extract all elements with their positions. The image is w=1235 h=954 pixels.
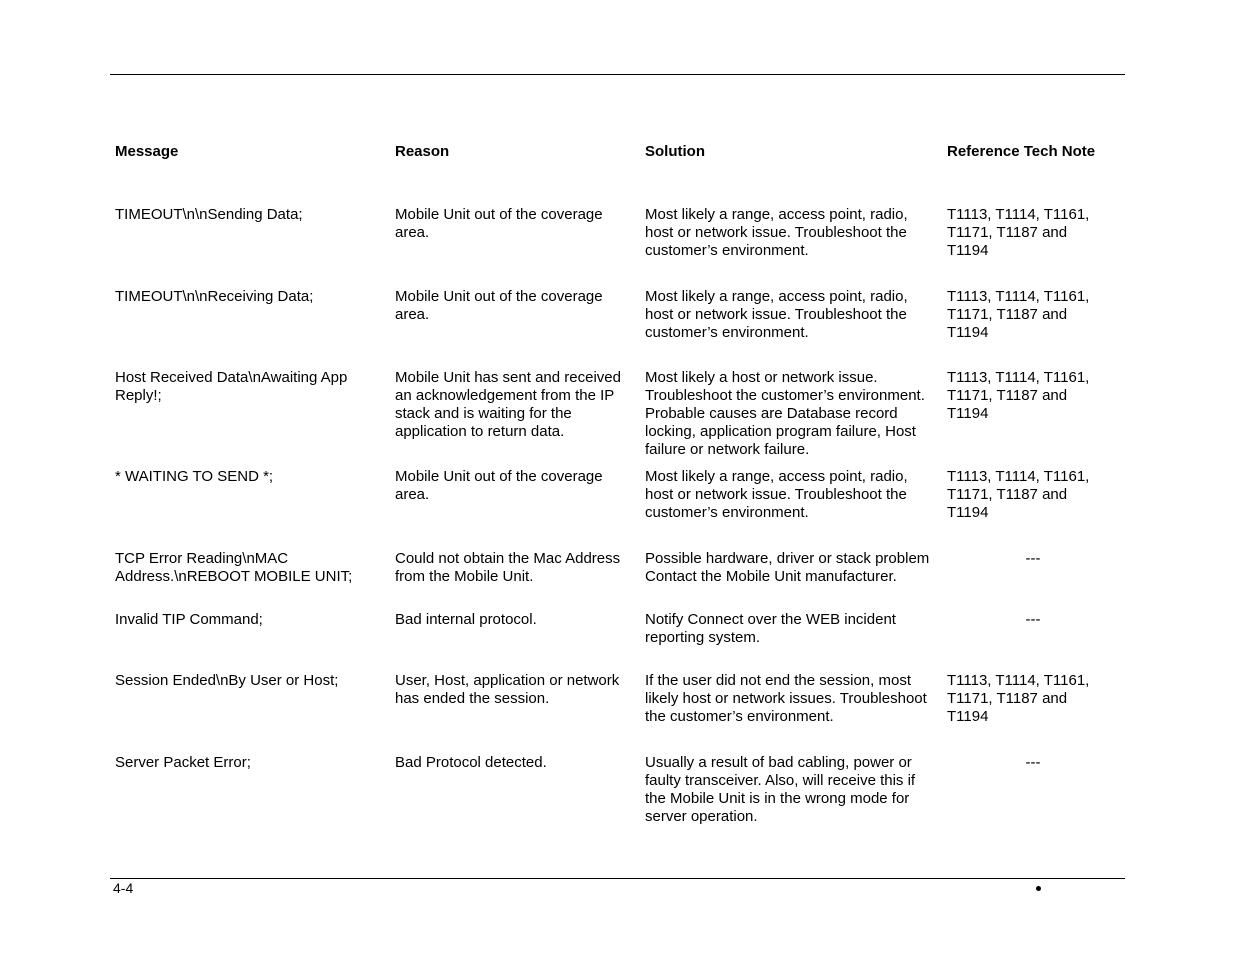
cell-text-line: Server Packet Error;	[115, 754, 251, 771]
cell-text-line: Session Ended\nBy User or Host;	[115, 672, 339, 689]
cell-text-line: Host Received Data\nAwaiting App	[115, 369, 348, 386]
reason-cell	[395, 288, 635, 324]
message-cell	[115, 468, 380, 486]
cell-text-line: the customer’s environment.	[645, 708, 834, 725]
header-message: Message	[115, 143, 179, 160]
cell-text-line: Mobile Unit out of the coverage	[395, 468, 603, 485]
message-cell	[115, 288, 380, 306]
cell-text-line: T1113, T1114, T1161,	[947, 672, 1090, 689]
cell-text-line: the Mobile Unit is in the wrong mode for	[645, 790, 910, 807]
footer-rule	[110, 878, 1125, 879]
cell-text-line: If the user did not end the session, most	[645, 672, 911, 689]
solution-cell	[645, 611, 943, 647]
header-reason: Reason	[395, 143, 450, 160]
cell-text-line: T1171, T1187 and	[947, 224, 1068, 241]
message-cell	[115, 672, 380, 690]
cell-text-line: locking, application program failure, Host	[645, 423, 916, 440]
cell-text-line: Contact the Mobile Unit manufacturer.	[645, 568, 897, 585]
header-reference-tech-note: Reference Tech Note	[947, 143, 1096, 160]
cell-text-line: host or network issue. Troubleshoot the	[645, 224, 907, 241]
reason-cell	[395, 206, 635, 242]
cell-text-line: Usually a result of bad cabling, power or	[645, 754, 912, 771]
cell-text-line: T1113, T1114, T1161,	[947, 369, 1090, 386]
cell-text-line: customer’s environment.	[645, 324, 809, 341]
reference-cell	[947, 611, 1119, 629]
cell-text-line: ---	[1025, 611, 1041, 628]
message-cell	[115, 550, 380, 586]
cell-text-line: customer’s environment.	[645, 242, 809, 259]
cell-text-line: T1171, T1187 and	[947, 387, 1068, 404]
reference-cell	[947, 550, 1119, 568]
bullet-icon	[1036, 886, 1041, 891]
cell-text-line: customer’s environment.	[645, 504, 809, 521]
cell-text-line: server operation.	[645, 808, 758, 825]
cell-text-line: stack and is waiting for the	[395, 405, 572, 422]
message-cell	[115, 369, 380, 405]
reference-cell	[947, 206, 1119, 260]
cell-text-line: Most likely a range, access point, radio,	[645, 206, 908, 223]
cell-text-line: ---	[1025, 754, 1041, 771]
cell-text-line: T1113, T1114, T1161,	[947, 468, 1090, 485]
cell-text-line: T1194	[947, 242, 989, 259]
reason-cell	[395, 611, 635, 629]
message-cell	[115, 206, 380, 224]
cell-text-line: has ended the session.	[395, 690, 550, 707]
cell-text-line: Mobile Unit has sent and received	[395, 369, 621, 386]
cell-text-line: TIMEOUT\n\nSending Data;	[115, 206, 303, 223]
cell-text-line: Mobile Unit out of the coverage	[395, 206, 603, 223]
cell-text-line: Most likely a range, access point, radio,	[645, 468, 908, 485]
cell-text-line: host or network issue. Troubleshoot the	[645, 306, 907, 323]
reason-cell	[395, 369, 635, 441]
cell-text-line: User, Host, application or network	[395, 672, 620, 689]
reason-cell	[395, 550, 635, 586]
message-cell	[115, 754, 380, 772]
reference-cell	[947, 468, 1119, 522]
solution-cell	[645, 550, 943, 586]
cell-text-line: likely host or network issues. Troubleshoot	[645, 690, 927, 707]
reason-cell	[395, 468, 635, 504]
cell-text-line: reporting system.	[645, 629, 761, 646]
message-cell	[115, 611, 380, 629]
cell-text-line: Reply!;	[115, 387, 162, 404]
header-rule	[110, 74, 1125, 75]
solution-cell	[645, 754, 943, 826]
cell-text-line: T1194	[947, 708, 989, 725]
cell-text-line: Notify Connect over the WEB incident	[645, 611, 896, 628]
solution-cell	[645, 288, 943, 342]
cell-text-line: Mobile Unit out of the coverage	[395, 288, 603, 305]
cell-text-line: T1194	[947, 405, 989, 422]
cell-text-line: Bad internal protocol.	[395, 611, 537, 628]
cell-text-line: Could not obtain the Mac Address	[395, 550, 621, 567]
cell-text-line: an acknowledgement from the IP	[395, 387, 615, 404]
reference-cell	[947, 672, 1119, 726]
cell-text-line: Possible hardware, driver or stack problem	[645, 550, 930, 567]
reference-cell	[947, 288, 1119, 342]
reason-cell	[395, 754, 635, 772]
cell-text-line: T1113, T1114, T1161,	[947, 288, 1090, 305]
cell-text-line: Most likely a host or network issue.	[645, 369, 878, 386]
cell-text-line: Troubleshoot the customer’s environment.	[645, 387, 925, 404]
cell-text-line: area.	[395, 486, 430, 503]
cell-text-line: * WAITING TO SEND *;	[115, 468, 274, 485]
solution-cell	[645, 206, 943, 260]
cell-text-line: faulty transceiver. Also, will receive this if	[645, 772, 916, 789]
reason-cell	[395, 672, 635, 708]
cell-text-line: ---	[1025, 550, 1041, 567]
solution-cell	[645, 468, 943, 522]
reference-cell	[947, 754, 1119, 772]
solution-cell	[645, 369, 943, 459]
cell-text-line: application to return data.	[395, 423, 565, 440]
cell-text-line: T1194	[947, 324, 989, 341]
cell-text-line: host or network issue. Troubleshoot the	[645, 486, 907, 503]
cell-text-line: T1171, T1187 and	[947, 486, 1068, 503]
cell-text-line: Bad Protocol detected.	[395, 754, 547, 771]
cell-text-line: area.	[395, 306, 430, 323]
cell-text-line: area.	[395, 224, 430, 241]
cell-text-line: from the Mobile Unit.	[395, 568, 534, 585]
cell-text-line: Invalid TIP Command;	[115, 611, 263, 628]
reference-cell	[947, 369, 1119, 423]
cell-text-line: T1171, T1187 and	[947, 306, 1068, 323]
cell-text-line: T1194	[947, 504, 989, 521]
cell-text-line: TCP Error Reading\nMAC	[115, 550, 289, 567]
cell-text-line: T1113, T1114, T1161,	[947, 206, 1090, 223]
cell-text-line: Address.\nREBOOT MOBILE UNIT;	[115, 568, 353, 585]
cell-text-line: Probable causes are Database record	[645, 405, 898, 422]
cell-text-line: Most likely a range, access point, radio,	[645, 288, 908, 305]
page-number: 4-4	[113, 880, 134, 896]
solution-cell	[645, 672, 943, 726]
cell-text-line: failure or network failure.	[645, 441, 810, 458]
header-solution: Solution	[645, 143, 705, 160]
cell-text-line: T1171, T1187 and	[947, 690, 1068, 707]
cell-text-line: TIMEOUT\n\nReceiving Data;	[115, 288, 314, 305]
